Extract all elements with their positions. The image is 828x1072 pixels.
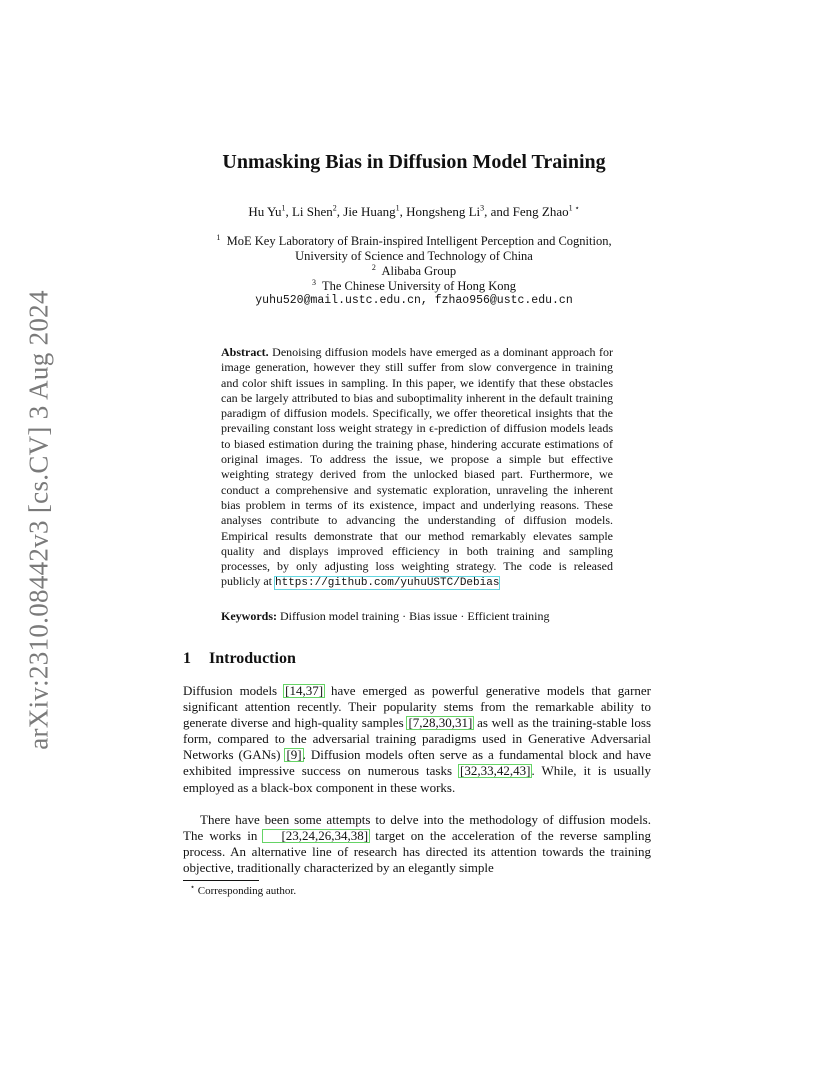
affiliation-1 [0,234,828,249]
author-name: Jie Huang [343,204,396,219]
author-name: Hongsheng Li [406,204,481,219]
section-heading-introduction [183,650,296,668]
paragraph-text: have emerged as powerful generative models that garner significant attention recently. Their popularity stems from the remarkable ability to generate diverse and high-quality samples [183,683,652,731]
affil-text: The Chinese University of Hong Kong [321,279,517,293]
footnote-divider [183,880,259,881]
paragraph-text: . While, it is usually employed as a black-box component in these works. [183,763,651,795]
arxiv-identifier-stamp: arXiv:2310.08442v3 [cs.CV] 3 Aug 2024 [23,290,54,750]
section-number: 1 [183,650,191,667]
author-affil-mark: 3 [480,203,485,213]
paragraph-text: There have been some attempts to delve into the methodology of diffusion models. The works in [183,812,651,844]
footnote [190,882,297,897]
code-repository-link[interactable]: https://github.com/yuhuUSTC/Debias [275,577,500,590]
keywords [221,609,613,624]
citation-link[interactable]: [7,28,30,31] [408,715,473,731]
affiliation-2 [0,264,828,279]
paragraph-text: target on the acceleration of the reverse sampling process. An alternative line of research has directed its attention towards the training objective, traditionally characterized by an elegantly simple [183,828,652,876]
author-affil-mark: 1 ⋆ [568,203,580,213]
affil-mark: 1 [216,232,221,242]
author-emails: yuhu520@mail.ustc.edu.cn, fzhao956@ustc.edu.cn [255,294,573,307]
affil-mark: 3 [311,277,316,287]
affil-text: Alibaba Group [381,264,457,278]
abstract-text: Denoising diffusion models have emerged as a dominant approach for image generation, however they still suffer from slow convergence in training and color shift issues in sampling. In this paper, we identify that these obstacles can be largely attributed to bias and suboptimality inherent in the default training paradigm of diffusion models. Specifically, we offer theoretical insights that the prevailing constant loss weight strategy in ϵ-prediction of diffusion models leads to biased estimation during the training phase, hindering accurate estimations of original images. To address the issue, we propose a simple but effective weighting strategy derived from the unlocked biased part. Furthermore, we conduct a comprehensive and systematic exploration, unraveling the inherent bias problem in terms of its existence, impact and underlying reasons. These analyses contribute to advancing the understanding of diffusion models. Empirical results demonstrate that our method remarkably elevates sample quality and displays improved efficiency in both training and sampling processes, by only adjusting loss weighting strategy. The code is released publicly at [221,345,614,589]
abstract-label: Abstract. [221,345,269,359]
intro-paragraph-1 [183,683,651,796]
citation-link[interactable]: [9] [286,747,302,763]
abstract [221,345,613,592]
keywords-text: Diffusion model training · Bias issue · Efficient training [280,609,550,623]
footnote-text: Corresponding author. [197,885,297,897]
author-affil-mark: 1 [281,203,286,213]
author-affil-mark: 1 [395,203,400,213]
affil-text: MoE Key Laboratory of Brain-inspired Intelligent Perception and Cognition, [226,234,612,248]
keywords-label: Keywords: [221,609,277,623]
affiliation-3 [0,279,828,294]
footnote-mark: ⋆ [190,882,196,892]
author-name: Hu Yu [248,204,282,219]
author-list: Hu Yu$^1$, Li Shen$^2$, Jie Huang$^1$, Hongsheng Li$^3$, and Feng Zhao$^{1 ⋆}$ [248,203,580,219]
paragraph-text: as well as the training-stable loss form, compared to the adversarial training paradigms used in Generative Adversarial Networks (GANs) [183,715,651,763]
citation-link[interactable]: [23,24,26,34,38] [263,830,369,842]
paper-title: Unmasking Bias in Diffusion Model Training [222,151,606,173]
author-affil-mark: 2 [332,203,337,213]
author-name: Li Shen [291,204,333,219]
citation-link[interactable]: [32,33,42,43] [460,763,531,779]
citation-link[interactable]: [14,37] [285,683,324,698]
intro-paragraph-2 [183,812,651,876]
affiliation-1-line2: University of Science and Technology of China [295,249,533,263]
paragraph-text: . Diffusion models often serve as a fundamental block and have exhibited impressive success on numerous tasks [183,747,651,779]
affil-mark: 2 [371,262,376,272]
paragraph-text: Diffusion models [183,683,278,698]
section-title: Introduction [209,650,296,667]
author-name: and Feng Zhao [490,204,569,219]
